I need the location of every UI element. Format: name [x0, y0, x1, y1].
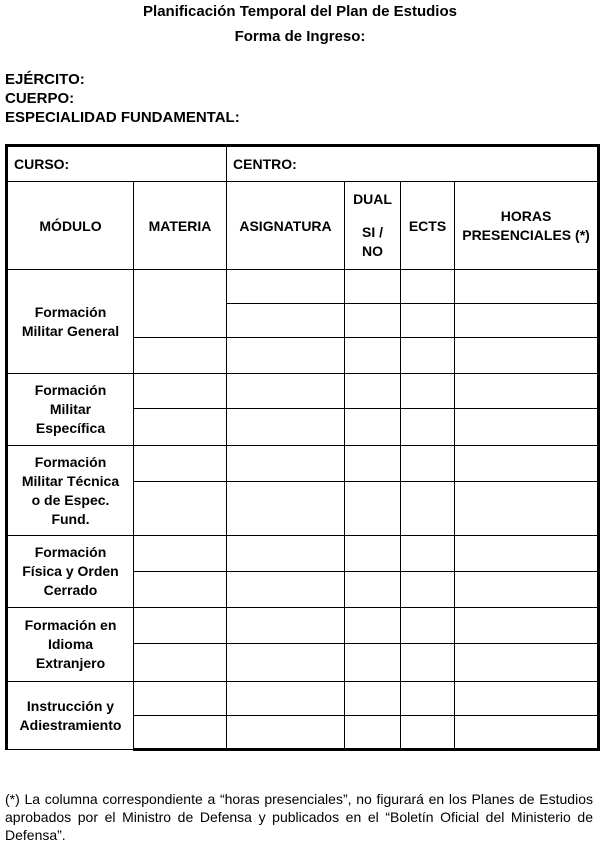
horas-cell: [455, 304, 599, 338]
centro-label: CENTRO:: [227, 146, 599, 182]
materia-cell: [134, 536, 227, 572]
col-header-horas: HORAS PRESENCIALES (*): [455, 182, 599, 270]
module-name: Formación Militar Específica: [7, 374, 134, 446]
asignatura-cell: [227, 374, 345, 409]
dual-cell: [345, 409, 401, 446]
module-name: Formación Militar Técnica o de Espec. Fund.: [7, 446, 134, 536]
horas-cell: [455, 644, 599, 682]
curso-centro-row: [7, 146, 599, 182]
ejercito-label: EJÉRCITO:: [5, 71, 85, 88]
asignatura-cell: [227, 482, 345, 536]
materia-cell: [134, 446, 227, 482]
dual-cell: [345, 482, 401, 536]
curso-label: CURSO:: [7, 146, 227, 182]
ects-cell: [401, 644, 455, 682]
materia-cell: [134, 374, 227, 409]
ects-cell: [401, 536, 455, 572]
materia-cell: [134, 270, 227, 338]
ects-cell: [401, 374, 455, 409]
ects-cell: [401, 304, 455, 338]
forma-ingreso-label: Forma de Ingreso:: [234, 28, 366, 45]
asignatura-cell: [227, 270, 345, 304]
dual-label: DUAL: [353, 191, 392, 207]
asignatura-cell: [227, 716, 345, 750]
materia-cell: [134, 409, 227, 446]
asignatura-cell: [227, 409, 345, 446]
horas-cell: [455, 482, 599, 536]
ects-cell: [401, 409, 455, 446]
module-row: [7, 608, 599, 644]
ects-cell: [401, 716, 455, 750]
asignatura-cell: [227, 536, 345, 572]
ects-cell: [401, 682, 455, 716]
asignatura-cell: [227, 608, 345, 644]
horas-cell: [455, 608, 599, 644]
horas-cell: [455, 409, 599, 446]
horas-cell: [455, 270, 599, 304]
plan-table: [5, 144, 600, 751]
horas-cell: [455, 446, 599, 482]
asignatura-cell: [227, 338, 345, 374]
col-header-asignatura: ASIGNATURA: [227, 182, 345, 270]
horas-cell: [455, 338, 599, 374]
ects-cell: [401, 338, 455, 374]
dual-cell: [345, 644, 401, 682]
ects-cell: [401, 482, 455, 536]
dual-cell: [345, 682, 401, 716]
cuerpo-label: CUERPO:: [5, 90, 75, 107]
module-name: Instrucción y Adiestramiento: [7, 682, 134, 750]
col-header-dual: [345, 182, 401, 270]
dual-cell: [345, 446, 401, 482]
col-header-materia: MATERIA: [134, 182, 227, 270]
horas-cell: [455, 682, 599, 716]
horas-cell: [455, 536, 599, 572]
si-no-label: SI / NO: [362, 224, 384, 259]
materia-cell: [134, 608, 227, 644]
materia-cell: [134, 572, 227, 608]
dual-cell: [345, 536, 401, 572]
materia-cell: [134, 482, 227, 536]
module-row: [7, 446, 599, 482]
materia-cell: [134, 716, 227, 750]
asignatura-cell: [227, 446, 345, 482]
asignatura-cell: [227, 572, 345, 608]
dual-cell: [345, 304, 401, 338]
module-row: [7, 270, 599, 304]
horas-cell: [455, 716, 599, 750]
col-header-modulo: MÓDULO: [7, 182, 134, 270]
document-title: Planificación Temporal del Plan de Estudios: [143, 3, 457, 20]
dual-cell: [345, 270, 401, 304]
col-header-ects: ECTS: [401, 182, 455, 270]
horas-cell: [455, 572, 599, 608]
column-header-row: [7, 182, 599, 270]
especialidad-label: ESPECIALIDAD FUNDAMENTAL:: [5, 109, 240, 126]
dual-cell: [345, 716, 401, 750]
ects-cell: [401, 446, 455, 482]
dual-cell: [345, 338, 401, 374]
materia-cell: [134, 682, 227, 716]
dual-cell: [345, 608, 401, 644]
ects-cell: [401, 572, 455, 608]
module-name: Formación Militar General: [7, 270, 134, 374]
module-row: [7, 374, 599, 409]
asignatura-cell: [227, 682, 345, 716]
ects-cell: [401, 608, 455, 644]
asignatura-cell: [227, 644, 345, 682]
dual-cell: [345, 572, 401, 608]
materia-cell: [134, 644, 227, 682]
module-name: Formación Física y Orden Cerrado: [7, 536, 134, 608]
module-name: Formación en Idioma Extranjero: [7, 608, 134, 682]
footnote: (*) La columna correspondiente a “horas presenciales”, no figurará en los Planes de Estudios aprobados por el Ministro de Defensa y publicados en el “Boletín Oficial del Ministerio de Defensa”.: [5, 791, 593, 843]
module-row: [7, 682, 599, 716]
asignatura-cell: [227, 304, 345, 338]
horas-cell: [455, 374, 599, 409]
module-row: [7, 536, 599, 572]
materia-cell: [134, 338, 227, 374]
dual-cell: [345, 374, 401, 409]
ects-cell: [401, 270, 455, 304]
